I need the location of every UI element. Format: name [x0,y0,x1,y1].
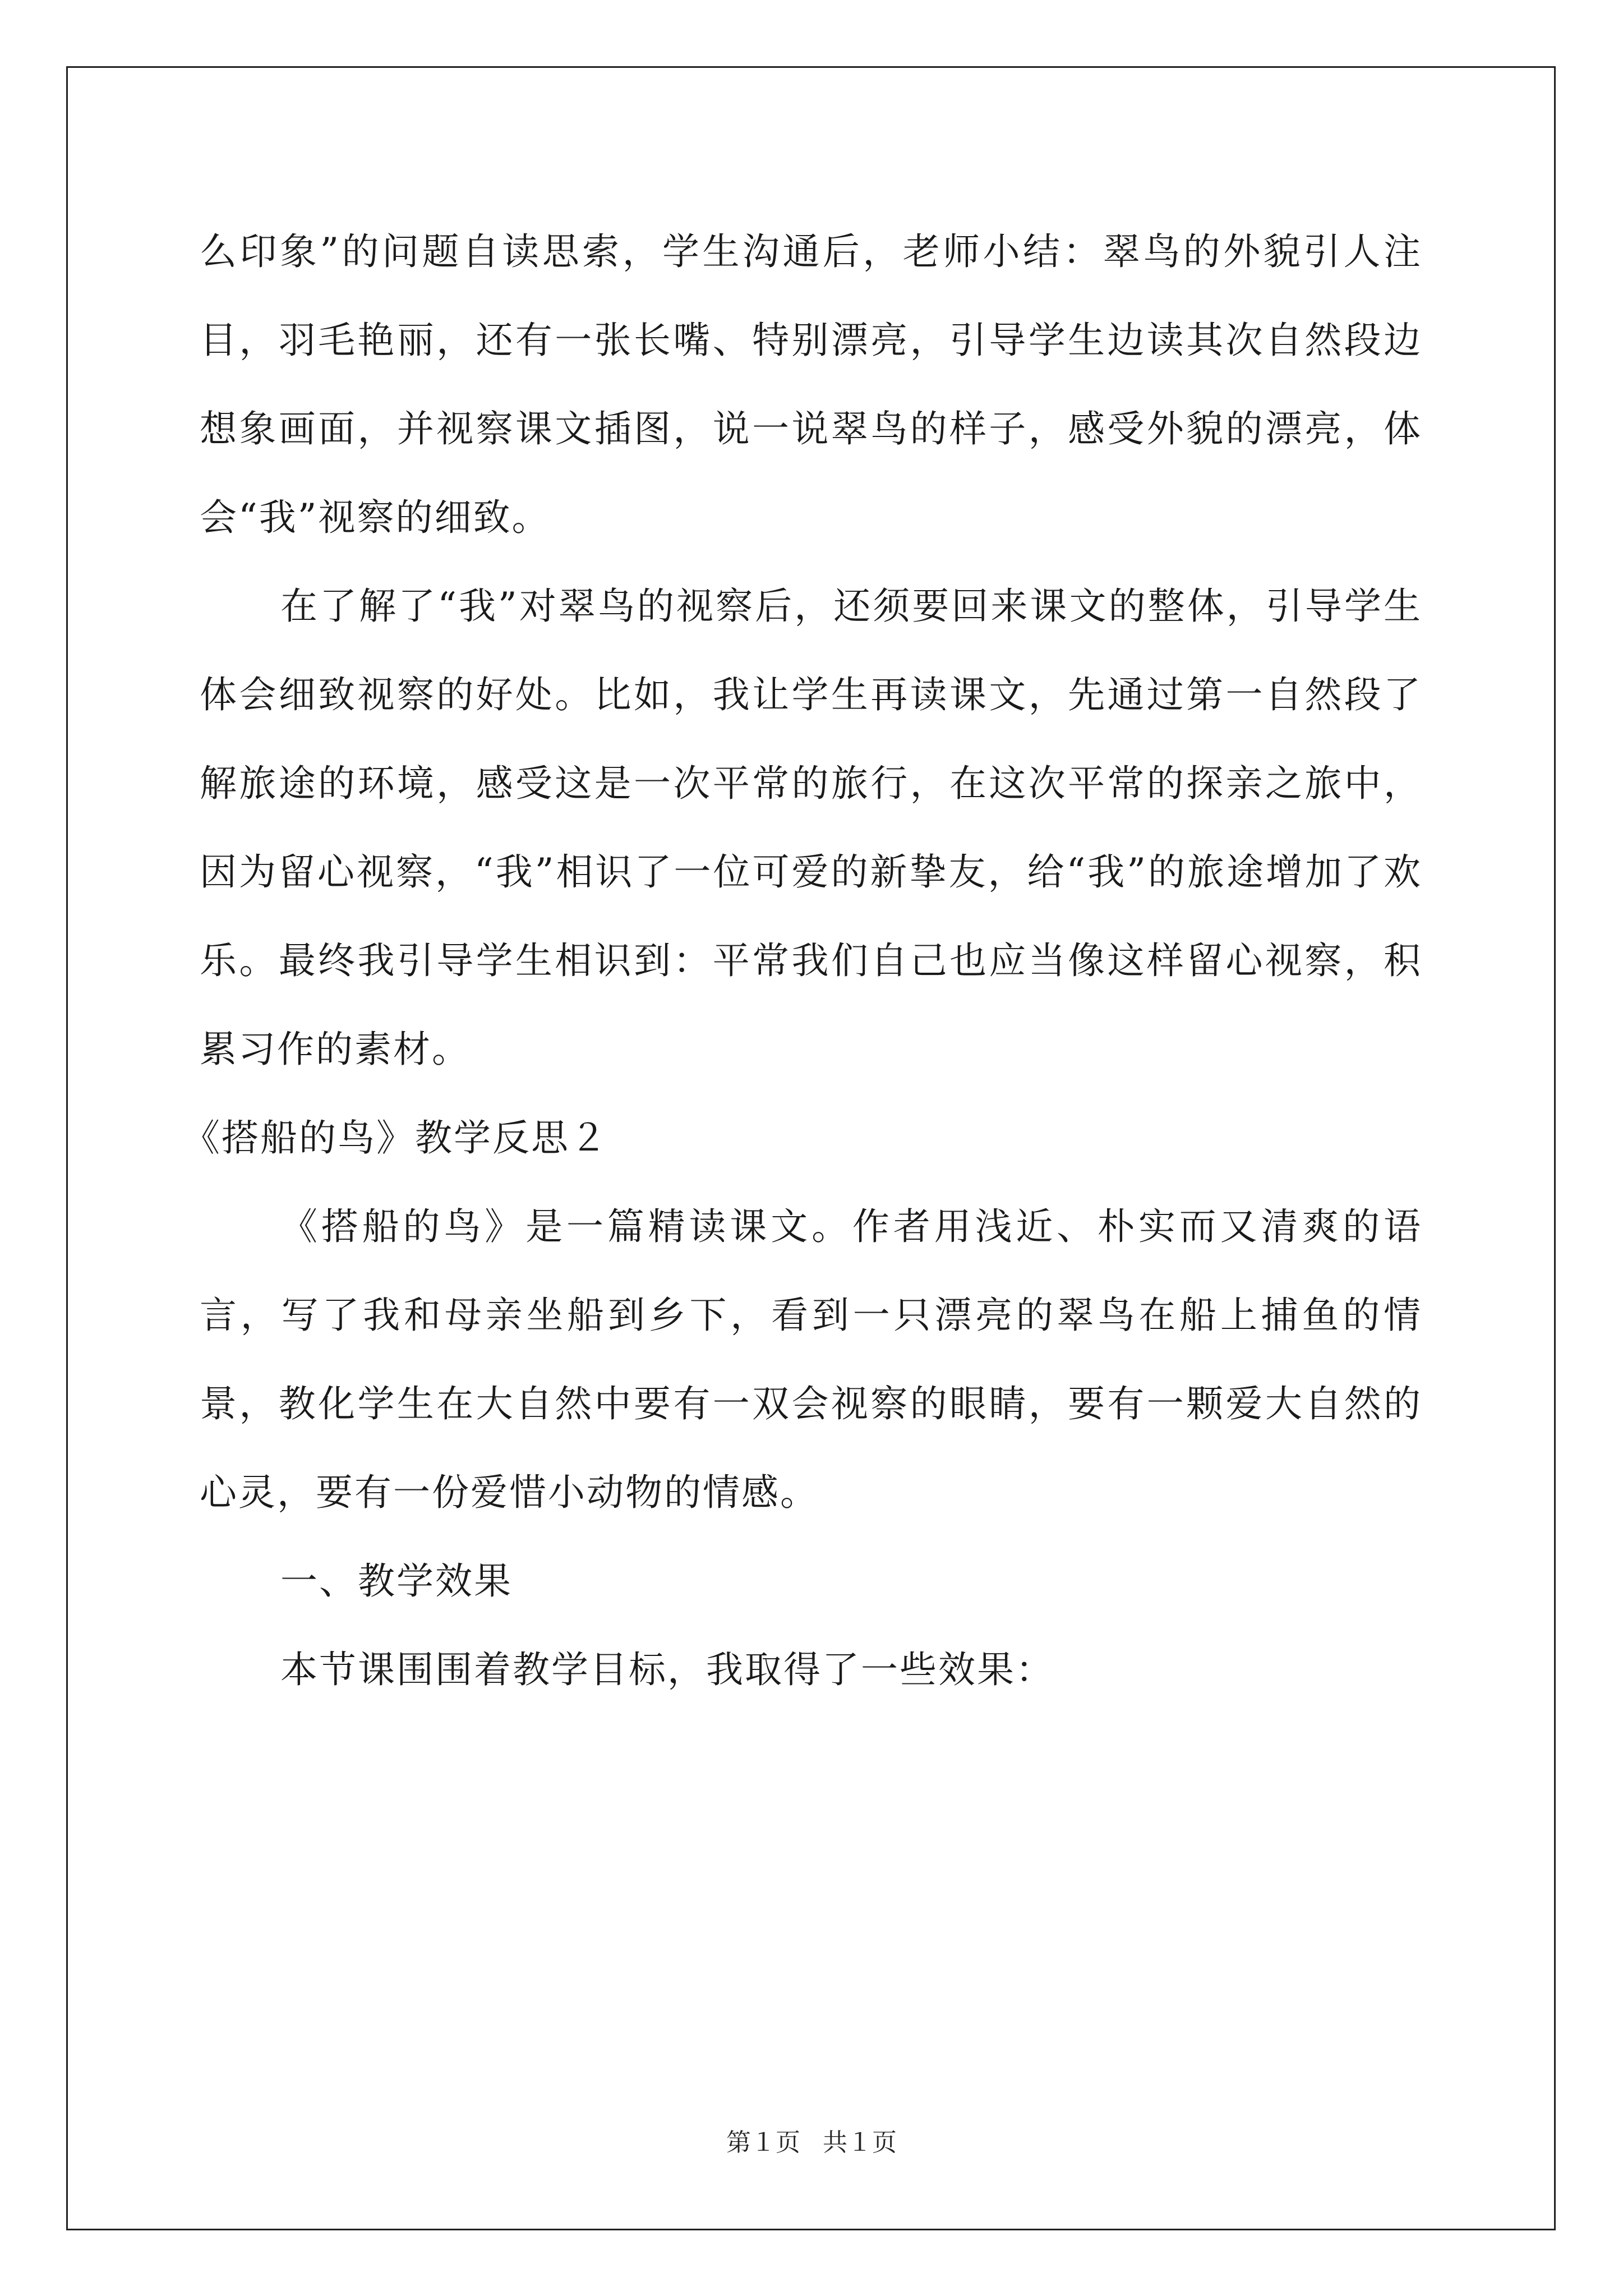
paragraph-intro: 《搭船的鸟》是一篇精读课文。作者用浅近、朴实而又清爽的语言，写了我和母亲坐船到乡下，看到一只漂亮的翠鸟在船上捕鱼的情景，教化学生在大自然中要有一双会视察的眼睛，要有一颗爱大自然的心灵，要有一份爱惜小动物的情感。 [200,1205,1422,1514]
page-number: 第１页 [726,2128,800,2157]
page-total: 共１页 [823,2128,897,2157]
subheading-teaching-effect: 一、教学效果 [280,1559,513,1603]
paragraph-observation: 在了解了“我”对翠鸟的视察后，还须要回来课文的整体，引导学生体会细致视察的好处。比如，我让学生再读课文，先通过第一自然段了解旅途的环境，感受这是一次平常的旅行，在这次平常的探亲之旅中，因为留心视察，“我”相识了一位可爱的新挚友，给“我”的旅途增加了欢乐。最终我引导学生相识到：平常我们自己也应当像这样留心视察，积累习作的素材。 [200,585,1422,1071]
page-footer [0,2126,1623,2160]
document-body [183,208,1422,1714]
paragraph-effects: 本节课围围着教学目标，我取得了一些效果： [280,1648,1054,1691]
section-title: 《搭船的鸟》教学反思２ [183,1116,608,1159]
paragraph-continuation: 么印象”的问题自读思索，学生沟通后，老师小结：翠鸟的外貌引人注目，羽毛艳丽，还有一张长嘴、特别漂亮，引导学生边读其次自然段边想象画面，并视察课文插图，说一说翠鸟的样子，感受外貌的漂亮，体会“我”视察的细致。 [200,230,1422,539]
